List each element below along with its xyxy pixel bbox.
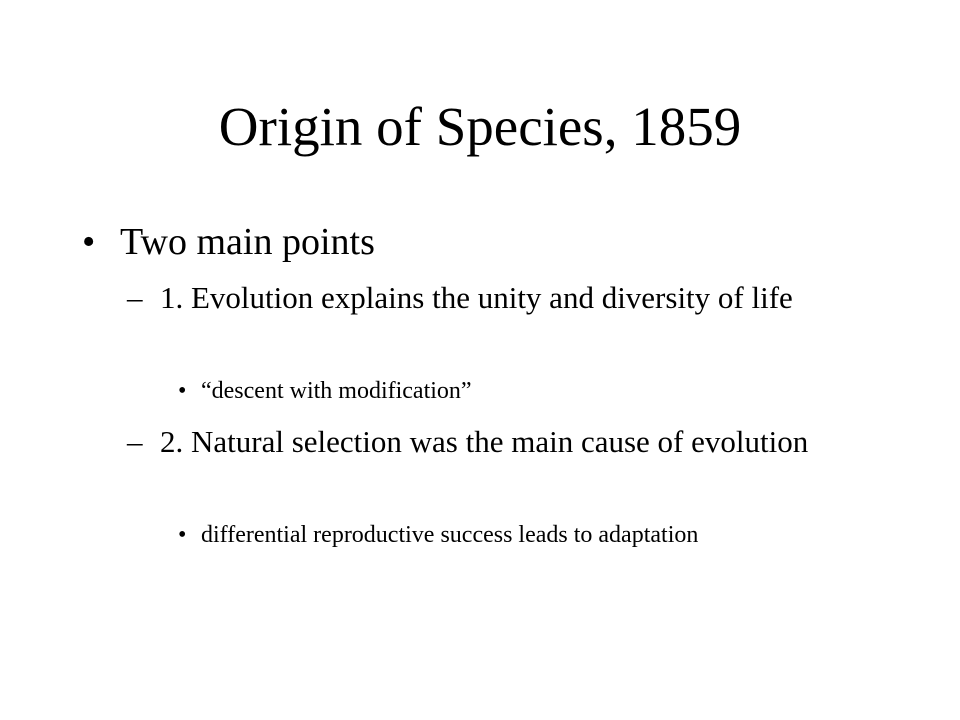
sub-point-1	[127, 279, 847, 317]
main-bullet-text: Two main points	[120, 221, 375, 263]
bullet-marker: •	[82, 221, 96, 263]
slide-title: Origin of Species, 1859	[218, 96, 742, 157]
bullet-marker: •	[178, 378, 187, 404]
sub-point-1-detail-text: “descent with modification”	[201, 378, 472, 404]
sub-point-1-text: 1. Evolution explains the unity and diversity of life	[160, 280, 793, 315]
sub-point-2	[127, 423, 847, 461]
sub-point-2-detail-text: differential reproductive success leads to adaptation	[201, 522, 699, 548]
dash-marker: –	[127, 280, 143, 315]
dash-marker: –	[127, 424, 143, 459]
bullet-marker: •	[178, 522, 187, 548]
sub-point-2-text: 2. Natural selection was the main cause of evolution	[160, 424, 809, 459]
